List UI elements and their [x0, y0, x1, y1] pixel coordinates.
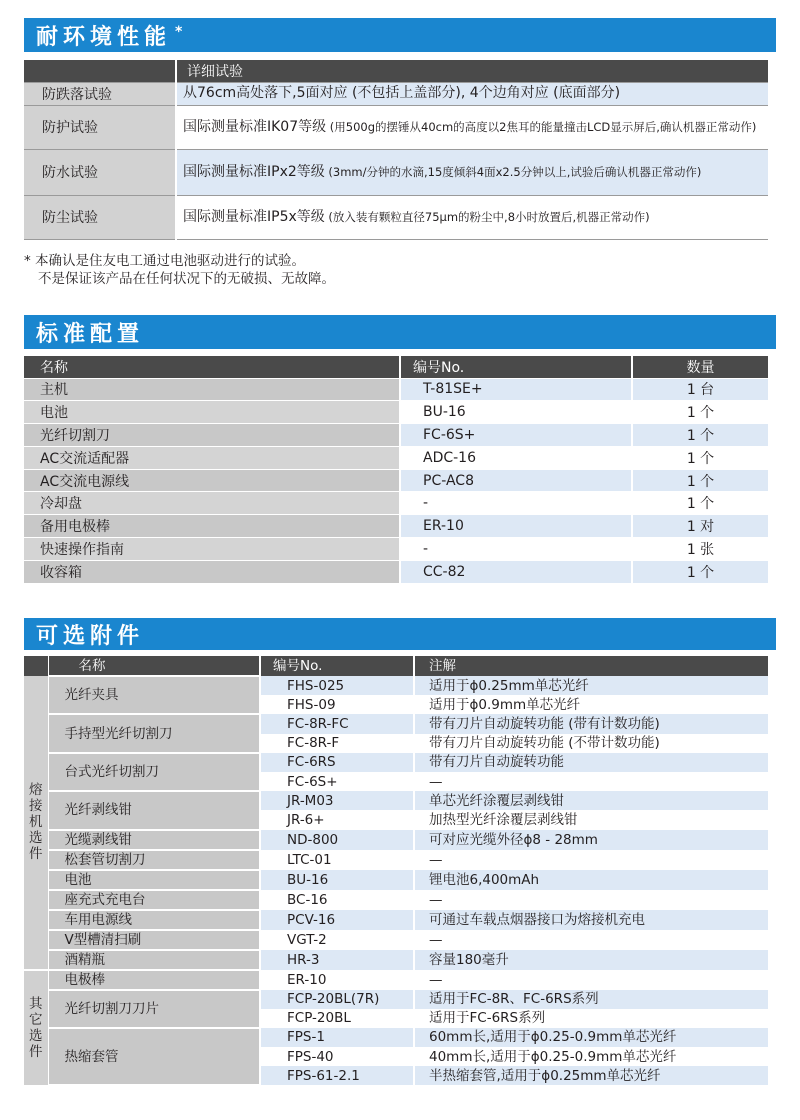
optional-table [24, 656, 768, 1086]
table-row [24, 676, 768, 695]
env-table [24, 60, 768, 240]
accessory-note: 带有刀片自动旋转功能 (不带计数功能) [414, 734, 768, 753]
item-name: 快速操作指南 [24, 538, 400, 561]
item-name: 备用电极棒 [24, 515, 400, 538]
env-row-detail-note: (用500g的摆锤从40cm的高度以2焦耳的能量撞击LCD显示屏后,确认机器正常动作) [326, 119, 757, 134]
item-qty: 1 张 [632, 538, 768, 561]
item-code: BU-16 [400, 401, 632, 424]
accessory-code: ND-800 [260, 830, 414, 850]
table-row [24, 753, 768, 772]
accessory-note: — [414, 850, 768, 870]
accessory-code: FC-6RS [260, 753, 414, 772]
item-code: PC-AC8 [400, 469, 632, 492]
accessory-name: 座充式充电台 [48, 890, 260, 910]
table-row [24, 538, 768, 561]
table-row [24, 890, 768, 910]
table-row [24, 990, 768, 1009]
standard-table-header [24, 356, 768, 378]
accessory-code: ER-10 [260, 970, 414, 990]
accessory-note: 锂电池6,400mAh [414, 870, 768, 890]
env-footnote-line-2: 不是保证该产品在任何状况下的无破损、无故障。 [38, 271, 335, 287]
env-footnote-line-1: * 本确认是住友电工通过电池驱动进行的试验。 [24, 253, 306, 269]
accessory-code: FHS-09 [260, 695, 414, 714]
item-qty: 1 个 [632, 424, 768, 447]
item-code: T-81SE+ [400, 378, 632, 401]
table-row [24, 446, 768, 469]
table-row [24, 870, 768, 890]
accessory-name: 热缩套管 [48, 1028, 260, 1086]
item-code: ER-10 [400, 515, 632, 538]
env-row [24, 195, 768, 239]
table-row [24, 830, 768, 850]
accessory-code: FCP-20BL(7R) [260, 990, 414, 1009]
optional-section-title [24, 618, 776, 650]
accessory-name: 台式光纤切割刀 [48, 753, 260, 791]
item-code: ADC-16 [400, 446, 632, 469]
item-name: 主机 [24, 378, 400, 401]
standard-header-code: 编号No. [400, 356, 632, 378]
optional-header-blank [24, 656, 48, 676]
table-row [24, 714, 768, 733]
accessory-code: FPS-1 [260, 1028, 414, 1047]
accessory-name: 电池 [48, 870, 260, 890]
optional-table-header [24, 656, 768, 676]
env-row-name: 防水试验 [24, 149, 176, 195]
accessory-code: BU-16 [260, 870, 414, 890]
accessory-code: HR-3 [260, 950, 414, 970]
env-table-header [24, 60, 768, 82]
env-row-name: 防护试验 [24, 105, 176, 149]
item-code: - [400, 538, 632, 561]
standard-title-text: 标准配置 [36, 321, 145, 347]
item-code: FC-6S+ [400, 424, 632, 447]
table-row [24, 515, 768, 538]
item-name: AC交流适配器 [24, 446, 400, 469]
accessory-code: JR-M03 [260, 791, 414, 810]
table-row [24, 910, 768, 930]
accessory-code: BC-16 [260, 890, 414, 910]
accessory-note: — [414, 930, 768, 950]
table-row [24, 791, 768, 810]
accessory-note: — [414, 772, 768, 791]
accessory-name: 酒精瓶 [48, 950, 260, 970]
table-row [24, 469, 768, 492]
group-label-other: 其它选件 [24, 970, 48, 1086]
item-name: 电池 [24, 401, 400, 424]
env-title-text: 耐环境性能 [36, 24, 172, 50]
item-name: 冷却盘 [24, 492, 400, 515]
optional-header-name: 名称 [48, 656, 260, 676]
item-qty: 1 个 [632, 469, 768, 492]
accessory-code: FC-6S+ [260, 772, 414, 791]
accessory-note: 40mm长,适用于ϕ0.25-0.9mm单芯光纤 [414, 1047, 768, 1066]
optional-header-code: 编号No. [260, 656, 414, 676]
accessory-name: 光纤剥线钳 [48, 791, 260, 829]
standard-header-qty: 数量 [632, 356, 768, 378]
accessory-note: 适用于ϕ0.25mm单芯光纤 [414, 676, 768, 695]
accessory-note: 带有刀片自动旋转功能 (带有计数功能) [414, 714, 768, 733]
item-qty: 1 个 [632, 492, 768, 515]
item-name: AC交流电源线 [24, 469, 400, 492]
accessory-note: 单芯光纤涂覆层剥线钳 [414, 791, 768, 810]
accessory-name: 光纤夹具 [48, 676, 260, 714]
accessory-note: 适用于ϕ0.9mm单芯光纤 [414, 695, 768, 714]
env-header-detail: 详细试验 [176, 60, 768, 82]
env-row-name: 防尘试验 [24, 195, 176, 239]
env-row-name: 防跌落试验 [24, 82, 176, 105]
accessory-name: 松套管切割刀 [48, 850, 260, 870]
env-row-detail: 国际测量标准IPx2等级 [183, 163, 325, 180]
accessory-name: 车用电源线 [48, 910, 260, 930]
accessory-note: 半热缩套管,适用于ϕ0.25mm单芯光纤 [414, 1066, 768, 1085]
table-row [24, 1028, 768, 1047]
accessory-note: 带有刀片自动旋转功能 [414, 753, 768, 772]
item-name: 光纤切割刀 [24, 424, 400, 447]
accessory-note: 容量180毫升 [414, 950, 768, 970]
accessory-note: 加热型光纤涂覆层剥线钳 [414, 810, 768, 829]
item-name: 收容箱 [24, 560, 400, 583]
env-row-detail: 国际测量标准IP5x等级 [183, 208, 325, 225]
standard-table [24, 356, 768, 584]
item-qty: 1 台 [632, 378, 768, 401]
env-header-blank [24, 60, 176, 82]
accessory-code: FC-8R-F [260, 734, 414, 753]
accessory-note: — [414, 890, 768, 910]
accessory-note: 适用于FC-8R、FC-6RS系列 [414, 990, 768, 1009]
accessory-name: 光缆剥线钳 [48, 830, 260, 850]
accessory-code: LTC-01 [260, 850, 414, 870]
table-row [24, 424, 768, 447]
item-code: - [400, 492, 632, 515]
accessory-name: V型槽清扫刷 [48, 930, 260, 950]
accessory-name: 手持型光纤切割刀 [48, 714, 260, 752]
accessory-note: 可通过车载点烟器接口为熔接机充电 [414, 910, 768, 930]
standard-header-name: 名称 [24, 356, 400, 378]
item-qty: 1 个 [632, 401, 768, 424]
item-qty: 1 个 [632, 560, 768, 583]
env-row-detail: 从76cm高处落下,5面对应 (不包括上盖部分), 4个边角对应 (底面部分) [183, 85, 621, 101]
env-title-mark: * [175, 24, 188, 40]
item-code: CC-82 [400, 560, 632, 583]
env-row-detail: 国际测量标准IK07等级 [183, 118, 327, 135]
accessory-note: 可对应光缆外径ϕ8 - 28mm [414, 830, 768, 850]
env-row [24, 105, 768, 149]
accessory-name: 电极棒 [48, 970, 260, 990]
accessory-code: FHS-025 [260, 676, 414, 695]
accessory-code: PCV-16 [260, 910, 414, 930]
accessory-code: FPS-40 [260, 1047, 414, 1066]
table-row [24, 930, 768, 950]
accessory-code: FC-8R-FC [260, 714, 414, 733]
env-row-detail-note: (放入装有颗粒直径75μm的粉尘中,8小时放置后,机器正常动作) [324, 209, 650, 224]
env-section-title [24, 18, 776, 52]
accessory-code: VGT-2 [260, 930, 414, 950]
table-row [24, 950, 768, 970]
accessory-code: FCP-20BL [260, 1009, 414, 1028]
table-row [24, 492, 768, 515]
table-row [24, 970, 768, 990]
optional-title-text: 可选附件 [36, 623, 145, 649]
accessory-note: — [414, 970, 768, 990]
env-row [24, 82, 768, 105]
table-row [24, 378, 768, 401]
group-label-fusion: 熔接机选件 [24, 676, 48, 970]
accessory-code: JR-6+ [260, 810, 414, 829]
table-row [24, 401, 768, 424]
table-row [24, 850, 768, 870]
item-qty: 1 对 [632, 515, 768, 538]
optional-header-note: 注解 [414, 656, 768, 676]
accessory-name: 光纤切割刀刀片 [48, 990, 260, 1028]
env-row [24, 149, 768, 195]
standard-section-title [24, 315, 776, 349]
table-row [24, 560, 768, 583]
accessory-code: FPS-61-2.1 [260, 1066, 414, 1085]
env-footnote [24, 252, 335, 288]
accessory-note: 60mm长,适用于ϕ0.25-0.9mm单芯光纤 [414, 1028, 768, 1047]
item-qty: 1 个 [632, 446, 768, 469]
accessory-note: 适用于FC-6RS系列 [414, 1009, 768, 1028]
env-row-detail-note: (3mm/分钟的水滴,15度倾斜4面x2.5分钟以上,试验后确认机器正常动作) [324, 164, 702, 179]
